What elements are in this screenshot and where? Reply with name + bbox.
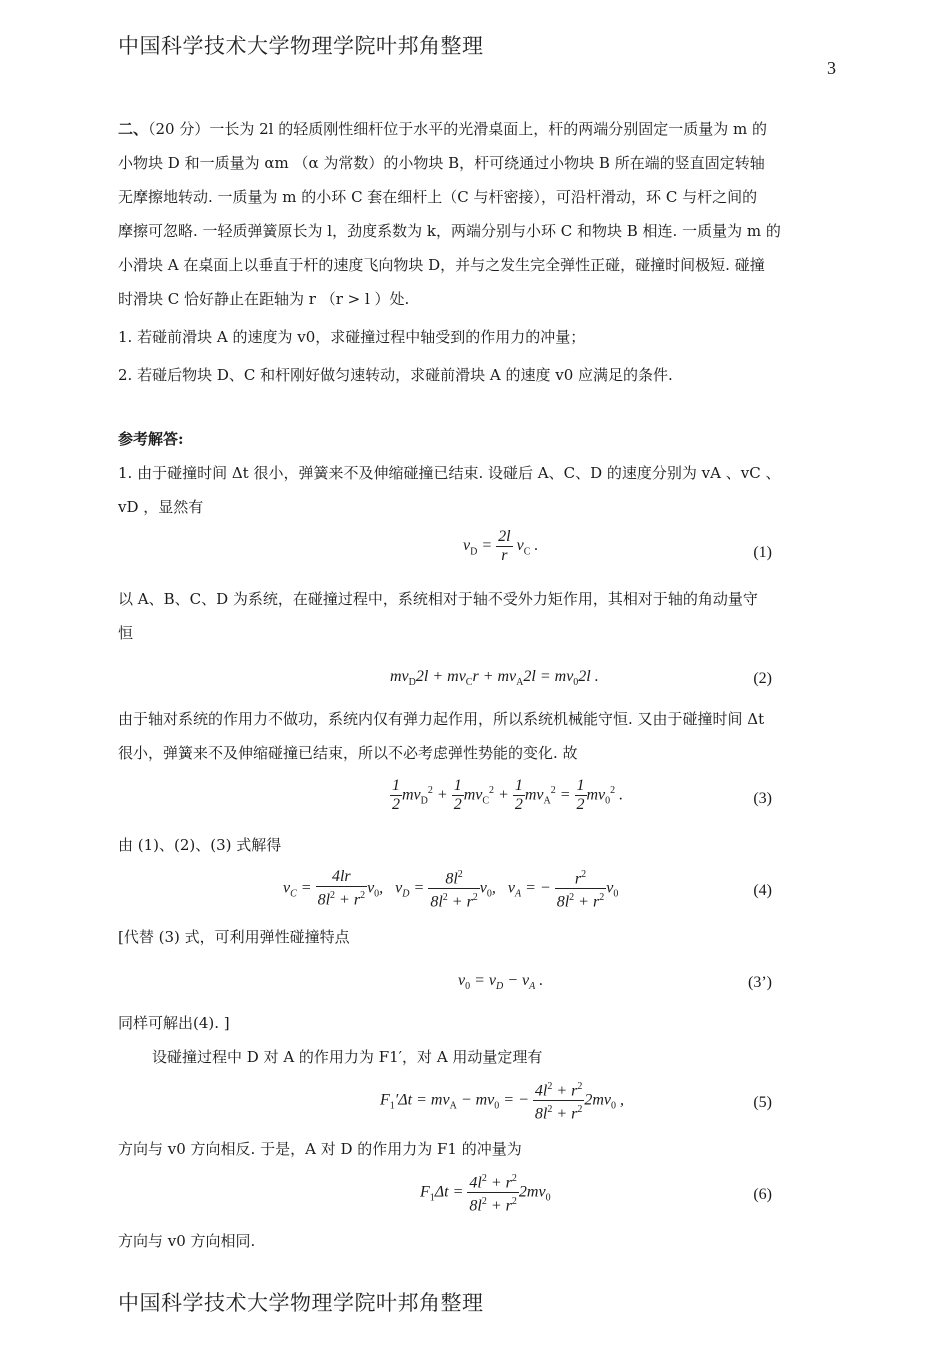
equation-number: (4) [753, 882, 772, 899]
question-1: 1. 若碰前滑块 A 的速度为 v0，求碰撞过程中轴受到的作用力的冲量； [118, 328, 586, 346]
solution-text: [代替 (3) 式，可利用弹性碰撞特点 [118, 928, 350, 946]
equation-number: (1) [753, 544, 772, 561]
equation-4: $v_C$ = $\frac{4lr}{8l^2 + r^2}$ $v_0$, $v_D$ = $\frac{8l^2}{8l^2 + r^2}$ $v_0$, $v_A$ = − $\frac{r^2}{8l^2 + r^2}$ $v_0$ (4) [118, 866, 838, 916]
equation-3: $\frac{1}{2}$ $mv_D^2$ + $\frac{1}{2}$ $mv_C^2$ + $\frac{1}{2}$ $mv_A^2$ = $\frac{1}{2}$ $mv_0^2$ . (3) [118, 774, 838, 824]
equation-number: (3) [753, 790, 772, 807]
solution-heading: 参考解答: [118, 430, 184, 448]
solution-text: 设碰撞过程中 D 对 A 的作用力为 F1′，对 A 用动量定理有 [152, 1048, 543, 1066]
document-body [118, 112, 838, 1258]
equation-number: (6) [753, 1186, 772, 1203]
page-number: 3 [827, 58, 836, 78]
equation-2: $mv_D2l + mv_Cr + mv_A2l = mv_02l$ . (2) [118, 654, 838, 698]
problem-line: 小滑块 A 在桌面上以垂直于杆的速度飞向物块 D，并与之发生完全弹性正碰，碰撞时间极短. 碰撞 [118, 256, 765, 274]
footer-title: 中国科学技术大学物理学院叶邦角整理 [118, 1291, 484, 1315]
equation-1: $v_D$ = $\frac{2l}{r}$ $v_C$ . (1) [118, 528, 838, 578]
equation-3-prime: $v_0 = v_D - v_A$ . (3’) [118, 958, 838, 1002]
problem-line: 二、（20 分）一长为 2l 的轻质刚性细杆位于水平的光滑桌面上，杆的两端分别固定一质量为 m 的 [118, 120, 768, 138]
solution-text: 由 (1)、(2)、(3) 式解得 [118, 836, 282, 854]
solution-text: 恒 [118, 624, 134, 642]
problem-line: 摩擦可忽略. 一轻质弹簧原长为 l，劲度系数为 k，两端分别与小环 C 和物块 B 相连. 一质量为 m 的 [118, 222, 781, 240]
equation-6: $F_1\Delta t$ = $\frac{4l^2 + r^2}{8l^2 + r^2}$ $2mv_0$ (6) [118, 1170, 838, 1220]
solution-text: 方向与 v0 方向相同. [118, 1232, 256, 1250]
problem-line: 无摩擦地转动. 一质量为 m 的小环 C 套在细杆上（C 与杆密接），可沿杆滑动，环 C 与杆之间的 [118, 188, 758, 206]
equation-number: (2) [753, 670, 772, 687]
solution-text: 很小，弹簧来不及伸缩碰撞已结束，所以不必考虑弹性势能的变化. 故 [118, 744, 578, 762]
solution-text: 由于轴对系统的作用力不做功，系统内仅有弹力起作用，所以系统机械能守恒. 又由于碰撞时间 Δt [118, 710, 765, 728]
problem-statement [118, 112, 838, 392]
equation-number: (5) [753, 1094, 772, 1111]
header-title: 中国科学技术大学物理学院叶邦角整理 [118, 34, 484, 58]
equation-5: $F_1'\Delta t = mv_A - mv_0$ = − $\frac{4l^2 + r^2}{8l^2 + r^2}$ $2mv_0$ , (5) [118, 1078, 838, 1128]
solution-text: 以 A、B、C、D 为系统，在碰撞过程中，系统相对于轴不受外力矩作用，其相对于轴的角动量守 [118, 590, 758, 608]
solution-text: 同样可解出(4). ] [118, 1014, 230, 1032]
solution-text: vD ，显然有 [118, 498, 204, 516]
solution-text: 1. 由于碰撞时间 Δt 很小，弹簧来不及伸缩碰撞已结束. 设碰后 A、C、D 的速度分别为 vA 、vC 、 [118, 464, 781, 482]
equation-number: (3’) [748, 974, 772, 991]
problem-line: 小物块 D 和一质量为 αm （α 为常数）的小物块 B，杆可绕通过小物块 B 所在端的竖直固定转轴 [118, 154, 765, 172]
problem-line: 时滑块 C 恰好静止在距轴为 r （r > l ）处. [118, 290, 410, 308]
problem-label: 二、 [118, 120, 149, 138]
question-2: 2. 若碰后物块 D、C 和杆刚好做匀速转动，求碰前滑块 A 的速度 v0 应满足的条件. [118, 366, 673, 384]
solution-text: 方向与 v0 方向相反. 于是，A 对 D 的作用力为 F1 的冲量为 [118, 1140, 522, 1158]
